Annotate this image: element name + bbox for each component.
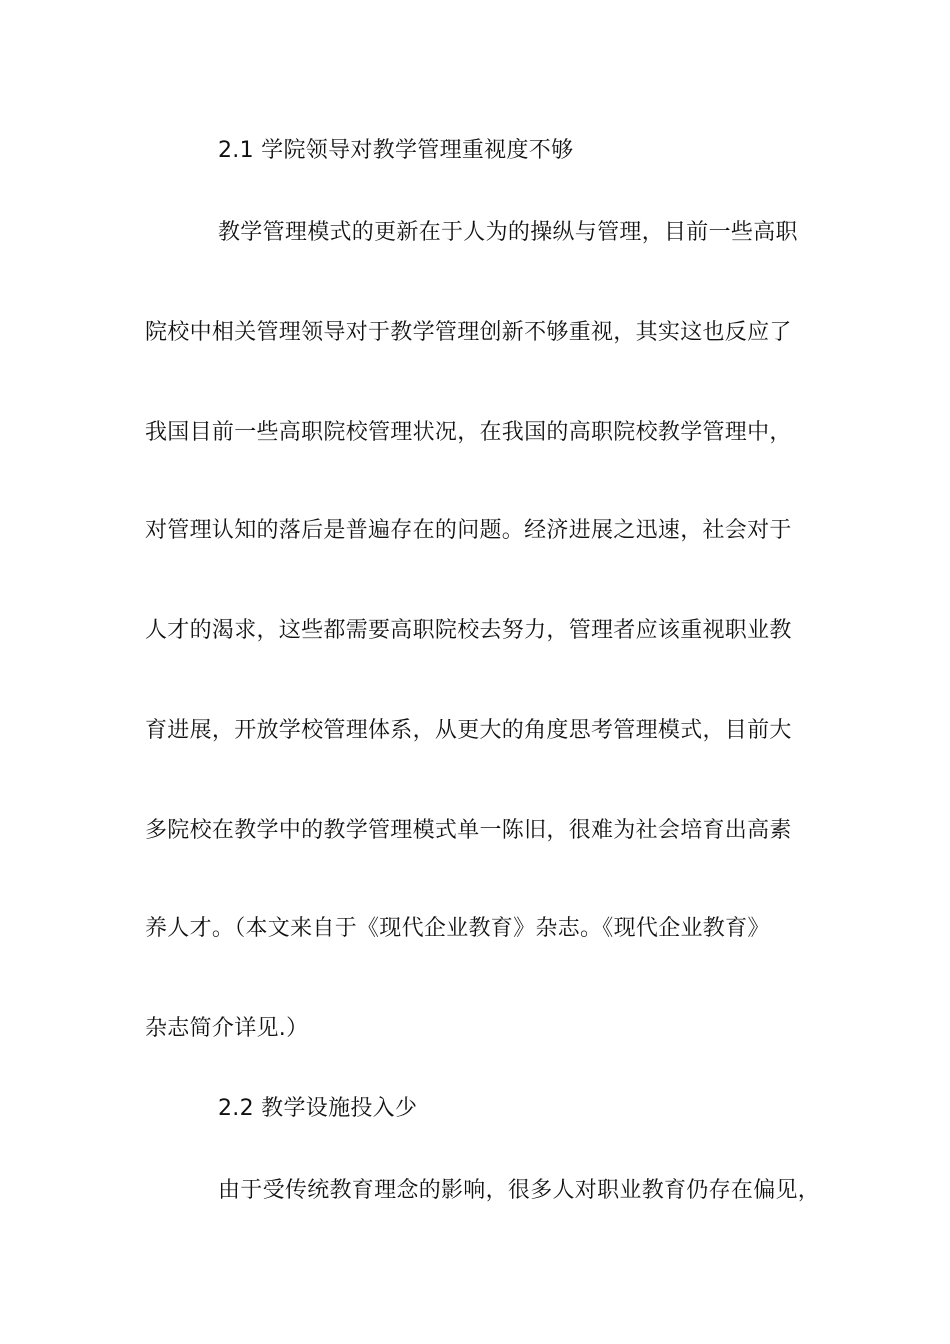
paragraph-line: 育进展，开放学校管理体系，从更大的角度思考管理模式，目前大 bbox=[145, 718, 792, 743]
paragraph-line: 教学管理模式的更新在于人为的操纵与管理，目前一些高职 bbox=[218, 220, 798, 245]
paragraph-line: 多院校在教学中的教学管理模式单一陈旧，很难为社会培育出高素 bbox=[145, 818, 792, 843]
paragraph-line: 由于受传统教育理念的影响，很多人对职业教育仍存在偏见， bbox=[218, 1178, 821, 1203]
paragraph-line: 我国目前一些高职院校管理状况，在我国的高职院校教学管理中， bbox=[145, 420, 792, 445]
paragraph-line: 人才的渴求，这些都需要高职院校去努力，管理者应该重视职业教 bbox=[145, 618, 792, 643]
paragraph-line: 院校中相关管理领导对于教学管理创新不够重视，其实这也反应了 bbox=[145, 320, 792, 345]
section-heading: 2.1 学院领导对教学管理重视度不够 bbox=[218, 138, 574, 163]
paragraph-line: 养人才。（本文来自于《现代企业教育》杂志。《现代企业教育》 bbox=[145, 916, 770, 941]
paragraph-line: 对管理认知的落后是普遍存在的问题。经济进展之迅速，社会对于 bbox=[145, 518, 792, 543]
section-heading: 2.2 教学设施投入少 bbox=[218, 1096, 418, 1121]
paragraph-line: 杂志简介详见.） bbox=[145, 1016, 309, 1041]
